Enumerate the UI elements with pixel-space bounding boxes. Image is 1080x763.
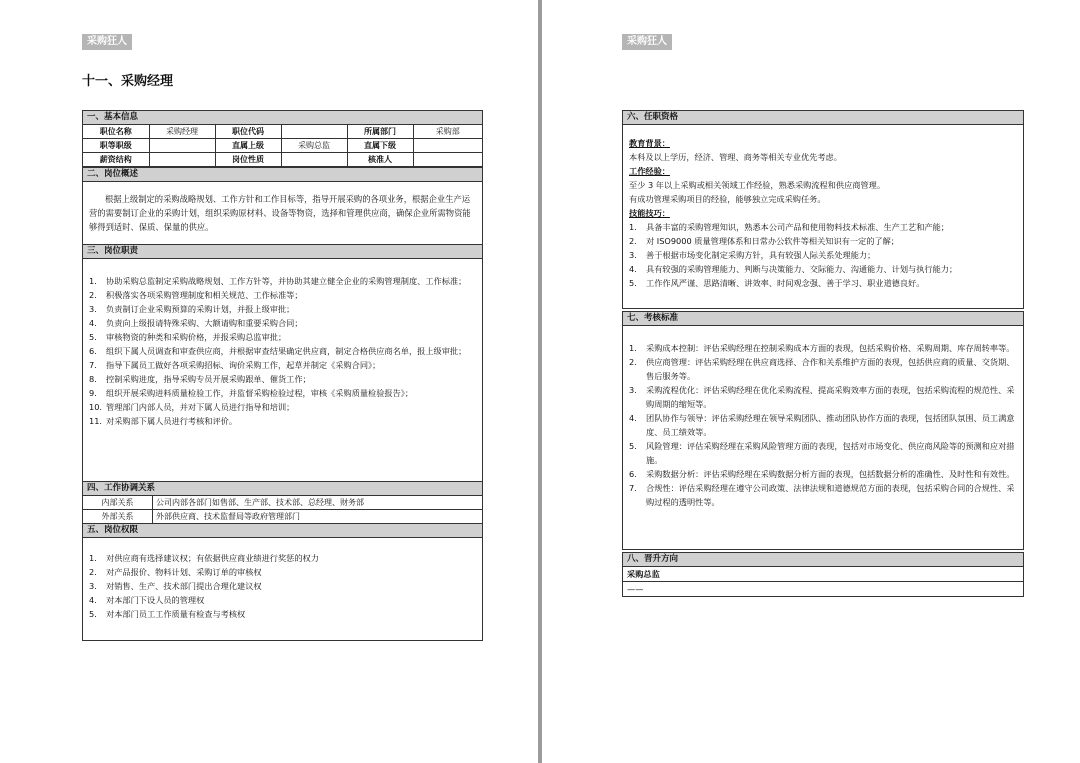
list-number: 5. [89,609,97,619]
list-number: 4. [89,318,97,328]
experience-label: 工作经验： [629,166,670,176]
section-duties-header: 三、岗位职责 [83,244,482,259]
list-text: 合规性：评估采购经理在遵守公司政策、法律法规和道德规范方面的表现，包括采购合同的合规性、采购过程的透明性等。 [646,483,1015,507]
skill-item [629,276,1015,290]
field-value [413,153,482,167]
section-authority-header: 五、岗位权限 [83,524,482,538]
job-description-table [82,110,483,641]
field-label: 职等职级 [83,139,149,153]
list-number: 2. [89,290,97,300]
duty-item [89,316,474,330]
list-number: 4. [629,413,637,423]
section-relations-header: 四、工作协调关系 [83,481,482,496]
authority-list [83,538,482,627]
field-value [149,153,215,167]
authority-item [89,579,474,593]
list-number: 1. [89,276,97,286]
duty-item [89,358,474,372]
list-number: 4. [629,264,637,274]
skill-item [629,262,1015,276]
field-label: 所属部门 [347,125,413,139]
field-value: 采购经理 [149,125,215,139]
assessment-item [629,411,1015,439]
assessment-item [629,481,1015,509]
field-value [281,153,347,167]
skills-list [623,220,1023,296]
list-text: 具备丰富的采购管理知识，熟悉本公司产品和使用物料技术标准、生产工艺和产能； [646,222,949,232]
list-text: 风险管理：评估采购经理在采购风险管理方面的表现，包括对市场变化、供应商风险等的预测和应对措施。 [646,441,1015,465]
list-number: 6. [89,346,97,356]
field-label: 核准人 [347,153,413,167]
basic-info-row [83,125,482,139]
field-label: 职位代码 [215,125,281,139]
list-number: 5. [89,332,97,342]
field-label: 薪资结构 [83,153,149,167]
list-text: 组织开展采购进料质量检验工作，并监督采购检验过程，审核《采购质量检验报告》； [106,388,414,398]
authority-item [89,593,474,607]
list-number: 9. [89,388,97,398]
duty-item [89,274,474,288]
duty-item [89,330,474,344]
list-number: 4. [89,595,97,605]
assessment-item [629,383,1015,411]
list-text: 采购流程优化：评估采购经理在优化采购流程、提高采购效率方面的表现，包括采购流程的规范性、采购周期的缩短等。 [646,385,1015,409]
list-number: 1. [629,343,637,353]
list-text: 对销售、生产、技术部门提出合理化建议权 [106,581,262,591]
relations-table [83,496,482,524]
list-text: 采购数据分析：评估采购经理在采购数据分析方面的表现，包括数据分析的准确性、及时性和有效性。 [646,469,1015,479]
field-label: 直属上级 [215,139,281,153]
field-value [149,139,215,153]
list-text: 团队协作与领导：评估采购经理在领导采购团队、推动团队协作方面的表现，包括团队氛围、员工满意度、员工绩效等。 [646,413,1015,437]
list-text: 工作作风严谨、思路清晰、讲效率、时间观念强、善于学习、职业道德良好。 [646,278,925,288]
list-text: 指导下属员工做好各项采购招标、询价采购工作，起草并制定《采购合同》； [106,360,381,370]
duty-item [89,288,474,302]
list-text: 审核物资的种类和采购价格，并报采购总监审批； [106,332,287,342]
field-label: 岗位性质 [215,153,281,167]
skill-item [629,234,1015,248]
section-qualifications-header: 六、任职资格 [623,111,1023,125]
promotion-dash: —— [627,584,644,594]
relation-parties: 外部供应商、技术监督局等政府管理部门 [153,510,483,524]
experience-text-1: 至少 3 年以上采购或相关领域工作经验，熟悉采购流程和供应商管理。 [629,180,886,190]
relation-parties: 公司内部各部门如售部、生产部、技术部、总经理、财务部 [153,496,483,510]
list-text: 负责制订企业采购预算的采购计划，并报上级审批； [106,304,295,314]
field-value: 采购总监 [281,139,347,153]
list-number: 1. [89,553,97,563]
qualifications-box [622,110,1024,309]
list-number: 8. [89,374,97,384]
duties-list [83,259,482,480]
list-number: 7. [629,483,637,493]
authority-item [89,551,474,565]
list-text: 控制采购进度，指导采购专员开展采购跟单、催货工作； [106,374,311,384]
list-number: 3. [89,581,97,591]
promotion-box [622,552,1024,597]
basic-info-grid [83,125,482,167]
skill-item [629,220,1015,234]
list-text: 对本部门下设人员的管理权 [106,595,205,605]
assessment-item [629,341,1015,355]
list-number: 1. [629,222,637,232]
page-title: 十一、采购经理 [82,74,174,89]
list-text: 组织下属人员调查和审查供应商，并根据审查结果确定供应商，制定合格供应商名单，报上级审批； [106,346,467,356]
duty-item [89,386,474,400]
promotion-target: 采购总监 [623,567,1023,582]
list-number: 2. [629,236,637,246]
overview-text: 根据上级制定的采购战略规划、工作方针和工作目标等，指导开展采购的各项业务，根据企业生产运营的需要制订企业的采购计划，组织采购原材料、设备等物资，选择和管理供应商，确保企业所需物资能够得到适时、保质、保量的供应。 [89,194,471,232]
brand-tag: 采购狂人 [622,34,672,50]
list-number: 3. [629,385,637,395]
basic-info-row [83,139,482,153]
assessment-box [622,311,1024,550]
list-number: 2. [89,567,97,577]
authority-item [89,607,474,621]
list-text: 管理部门内部人员，并对下属人员进行指导和培训； [106,402,295,412]
section-assessment-header: 七、考核标准 [623,312,1023,326]
field-label: 直属下级 [347,139,413,153]
duty-item [89,372,474,386]
list-text: 对供应商有选择建议权；有依据供应商业绩进行奖惩的权力 [106,553,319,563]
list-number: 3. [629,250,637,260]
assessment-item [629,439,1015,467]
assessment-list [623,326,1023,515]
section-basic-info-header: 一、基本信息 [83,111,482,125]
field-value [281,125,347,139]
page-left [0,0,538,763]
section-promotion-header: 八、晋升方向 [623,553,1023,567]
section-overview-header: 二、岗位概述 [83,167,482,182]
assessment-item [629,467,1015,481]
list-text: 对本部门员工工作质量有检查与考核权 [106,609,246,619]
duty-item [89,414,474,428]
duty-item [89,400,474,414]
relation-row [83,510,482,524]
skills-label: 技能技巧： [629,208,670,218]
list-text: 供应商管理：评估采购经理在供应商选择、合作和关系维护方面的表现，包括供应商的质量、交货期、售后服务等。 [646,357,1015,381]
list-text: 积极落实各项采购管理制度和相关规范、工作标准等； [106,290,303,300]
education-text: 本科及以上学历，经济、管理、商务等相关专业优先考虑。 [629,152,842,162]
list-text: 善于根据市场变化制定采购方针，具有较强人际关系处理能力； [646,250,876,260]
list-text: 负责向上级报请特殊采购、大额请购和重要采购合同； [106,318,303,328]
brand-tag: 采购狂人 [82,34,132,50]
list-number: 7. [89,360,97,370]
list-text: 对 ISO9000 质量管理体系和日常办公软件等相关知识有一定的了解； [646,236,899,246]
assessment-item [629,355,1015,383]
relation-row [83,496,482,510]
skill-item [629,248,1015,262]
list-number: 11. [89,416,103,426]
basic-info-row [83,153,482,167]
authority-item [89,565,474,579]
list-text: 协助采购总监制定采购战略规划、工作方针等，并协助其建立健全企业的采购管理制度、工作标准； [106,276,467,286]
experience-text-2: 有成功管理采购项目的经验，能够独立完成采购任务。 [629,194,826,204]
list-number: 6. [629,469,637,479]
field-label: 职位名称 [83,125,149,139]
education-label: 教育背景： [629,138,670,148]
list-text: 采购成本控制：评估采购经理在控制采购成本方面的表现，包括采购价格、采购周期、库存周转率等。 [646,343,1015,353]
relation-type: 外部关系 [83,510,153,524]
field-value [413,139,482,153]
duty-item [89,344,474,358]
page-right [542,0,1080,763]
list-number: 5. [629,441,637,451]
list-text: 对采购部下属人员进行考核和评价。 [106,416,238,426]
list-number: 2. [629,357,637,367]
list-text: 具有较强的采购管理能力、判断与决策能力、交际能力、沟通能力、计划与执行能力； [646,264,958,274]
duty-item [89,302,474,316]
list-number: 3. [89,304,97,314]
list-number: 5. [629,278,637,288]
list-text: 对产品报价、物料计划、采购订单的审核权 [106,567,262,577]
list-number: 10. [89,402,103,412]
relation-type: 内部关系 [83,496,153,510]
field-value: 采购部 [413,125,482,139]
